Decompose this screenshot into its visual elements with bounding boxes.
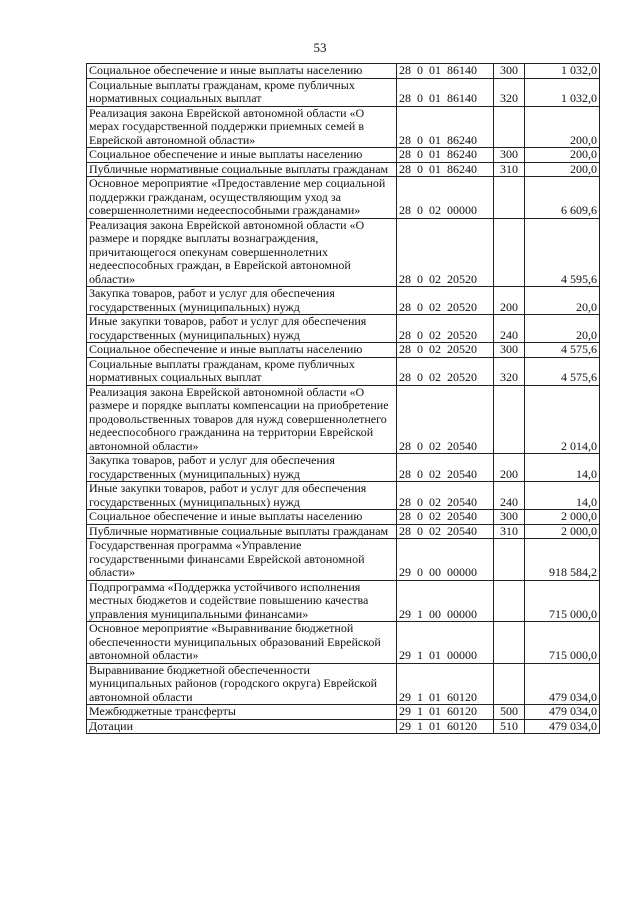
row-name-cell: Основное мероприятие «Предоставление мер социальной поддержки гражданам, осуществляющим уход за совершеннолетними недееспособными гражданами» bbox=[87, 177, 397, 219]
row-code-cell: 28 0 02 20540 bbox=[397, 482, 494, 510]
row-name-cell: Социальное обеспечение и иные выплаты населению bbox=[87, 343, 397, 358]
row-name-cell: Закупка товаров, работ и услуг для обеспечения государственных (муниципальных) нужд bbox=[87, 287, 397, 315]
row-sum-cell: 715 000,0 bbox=[525, 622, 600, 664]
row-expense-type-cell bbox=[494, 385, 525, 454]
row-sum-cell: 14,0 bbox=[525, 482, 600, 510]
row-sum-cell: 200,0 bbox=[525, 106, 600, 148]
row-sum-cell: 479 034,0 bbox=[525, 663, 600, 705]
table-row bbox=[87, 510, 600, 525]
row-sum-cell: 479 034,0 bbox=[525, 719, 600, 734]
row-code-cell: 28 0 01 86240 bbox=[397, 106, 494, 148]
table-row bbox=[87, 580, 600, 622]
row-code-cell: 28 0 01 86240 bbox=[397, 162, 494, 177]
row-expense-type-cell: 300 bbox=[494, 510, 525, 525]
row-expense-type-cell: 240 bbox=[494, 482, 525, 510]
row-expense-type-cell bbox=[494, 663, 525, 705]
row-sum-cell: 4 575,6 bbox=[525, 343, 600, 358]
row-sum-cell: 200,0 bbox=[525, 148, 600, 163]
row-code-cell: 28 0 02 20520 bbox=[397, 357, 494, 385]
row-name-cell: Иные закупки товаров, работ и услуг для обеспечения государственных (муниципальных) нужд bbox=[87, 315, 397, 343]
row-name-cell: Социальное обеспечение и иные выплаты населению bbox=[87, 148, 397, 163]
row-expense-type-cell: 310 bbox=[494, 162, 525, 177]
table-row bbox=[87, 343, 600, 358]
row-code-cell: 28 0 01 86140 bbox=[397, 78, 494, 106]
table-row bbox=[87, 218, 600, 287]
row-sum-cell: 918 584,2 bbox=[525, 539, 600, 581]
row-sum-cell: 20,0 bbox=[525, 315, 600, 343]
table-row bbox=[87, 454, 600, 482]
row-name-cell: Основное мероприятие «Выравнивание бюджетной обеспеченности муниципальных образований Еврейской автономной области» bbox=[87, 622, 397, 664]
row-sum-cell: 1 032,0 bbox=[525, 64, 600, 79]
row-name-cell: Иные закупки товаров, работ и услуг для обеспечения государственных (муниципальных) нужд bbox=[87, 482, 397, 510]
row-sum-cell: 6 609,6 bbox=[525, 177, 600, 219]
table-row bbox=[87, 385, 600, 454]
table-row bbox=[87, 663, 600, 705]
row-code-cell: 28 0 02 20520 bbox=[397, 287, 494, 315]
row-expense-type-cell bbox=[494, 218, 525, 287]
row-code-cell: 28 0 02 20540 bbox=[397, 454, 494, 482]
table-row bbox=[87, 78, 600, 106]
row-expense-type-cell: 200 bbox=[494, 454, 525, 482]
row-name-cell: Социальное обеспечение и иные выплаты населению bbox=[87, 510, 397, 525]
row-expense-type-cell bbox=[494, 177, 525, 219]
row-expense-type-cell: 320 bbox=[494, 78, 525, 106]
row-expense-type-cell bbox=[494, 106, 525, 148]
row-name-cell: Социальное обеспечение и иные выплаты населению bbox=[87, 64, 397, 79]
row-sum-cell: 4 575,6 bbox=[525, 357, 600, 385]
row-name-cell: Закупка товаров, работ и услуг для обеспечения государственных (муниципальных) нужд bbox=[87, 454, 397, 482]
row-sum-cell: 2 000,0 bbox=[525, 510, 600, 525]
table-row bbox=[87, 315, 600, 343]
page-number: 53 bbox=[313, 40, 327, 55]
budget-table bbox=[86, 63, 600, 734]
table-row bbox=[87, 357, 600, 385]
row-name-cell: Межбюджетные трансферты bbox=[87, 705, 397, 720]
table-row bbox=[87, 162, 600, 177]
row-sum-cell: 4 595,6 bbox=[525, 218, 600, 287]
row-name-cell: Дотации bbox=[87, 719, 397, 734]
row-expense-type-cell bbox=[494, 580, 525, 622]
row-code-cell: 28 0 02 20540 bbox=[397, 385, 494, 454]
row-sum-cell: 2 014,0 bbox=[525, 385, 600, 454]
row-name-cell: Государственная программа «Управление государственными финансами Еврейской автономной области» bbox=[87, 539, 397, 581]
row-name-cell: Реализация закона Еврейской автономной области «О размере и порядке выплаты компенсации на приобретение продовольственных товаров для нужд совершеннолетнего недееспособного гражданина на территории Еврейской автономной области» bbox=[87, 385, 397, 454]
row-code-cell: 29 1 01 60120 bbox=[397, 663, 494, 705]
table-row bbox=[87, 719, 600, 734]
row-code-cell: 28 0 02 20540 bbox=[397, 524, 494, 539]
row-name-cell: Подпрограмма «Поддержка устойчивого исполнения местных бюджетов и содействие повышению качества управления муниципальными финансами» bbox=[87, 580, 397, 622]
row-code-cell: 28 0 02 20520 bbox=[397, 218, 494, 287]
row-sum-cell: 715 000,0 bbox=[525, 580, 600, 622]
row-code-cell: 29 0 00 00000 bbox=[397, 539, 494, 581]
row-sum-cell: 479 034,0 bbox=[525, 705, 600, 720]
row-expense-type-cell: 500 bbox=[494, 705, 525, 720]
table-row bbox=[87, 148, 600, 163]
row-expense-type-cell: 320 bbox=[494, 357, 525, 385]
row-expense-type-cell: 240 bbox=[494, 315, 525, 343]
row-name-cell: Реализация закона Еврейской автономной области «О мерах государственной поддержки приемных семей в Еврейской автономной области» bbox=[87, 106, 397, 148]
row-code-cell: 29 1 00 00000 bbox=[397, 580, 494, 622]
row-sum-cell: 14,0 bbox=[525, 454, 600, 482]
row-name-cell: Публичные нормативные социальные выплаты гражданам bbox=[87, 162, 397, 177]
row-expense-type-cell: 510 bbox=[494, 719, 525, 734]
table-row bbox=[87, 482, 600, 510]
row-name-cell: Социальные выплаты гражданам, кроме публичных нормативных социальных выплат bbox=[87, 78, 397, 106]
row-name-cell: Публичные нормативные социальные выплаты гражданам bbox=[87, 524, 397, 539]
row-expense-type-cell: 200 bbox=[494, 287, 525, 315]
row-code-cell: 29 1 01 60120 bbox=[397, 719, 494, 734]
row-code-cell: 28 0 02 20520 bbox=[397, 315, 494, 343]
row-name-cell: Реализация закона Еврейской автономной области «О размере и порядке выплаты вознаграждения, причитающегося опекунам совершеннолетних недееспособных граждан, в Еврейской автономной области» bbox=[87, 218, 397, 287]
row-name-cell: Выравнивание бюджетной обеспеченности муниципальных районов (городского округа) Еврейской автономной области bbox=[87, 663, 397, 705]
row-expense-type-cell bbox=[494, 539, 525, 581]
row-expense-type-cell bbox=[494, 622, 525, 664]
row-code-cell: 28 0 02 00000 bbox=[397, 177, 494, 219]
table-row bbox=[87, 177, 600, 219]
row-sum-cell: 20,0 bbox=[525, 287, 600, 315]
table-row bbox=[87, 287, 600, 315]
table-row bbox=[87, 524, 600, 539]
row-code-cell: 28 0 01 86240 bbox=[397, 148, 494, 163]
budget-table-body bbox=[87, 64, 600, 734]
row-code-cell: 28 0 02 20540 bbox=[397, 510, 494, 525]
table-row bbox=[87, 539, 600, 581]
row-code-cell: 28 0 01 86140 bbox=[397, 64, 494, 79]
row-code-cell: 29 1 01 60120 bbox=[397, 705, 494, 720]
row-sum-cell: 1 032,0 bbox=[525, 78, 600, 106]
row-code-cell: 28 0 02 20520 bbox=[397, 343, 494, 358]
row-code-cell: 29 1 01 00000 bbox=[397, 622, 494, 664]
row-name-cell: Социальные выплаты гражданам, кроме публичных нормативных социальных выплат bbox=[87, 357, 397, 385]
table-row bbox=[87, 622, 600, 664]
table-row bbox=[87, 64, 600, 79]
row-sum-cell: 2 000,0 bbox=[525, 524, 600, 539]
row-sum-cell: 200,0 bbox=[525, 162, 600, 177]
table-row bbox=[87, 106, 600, 148]
row-expense-type-cell: 300 bbox=[494, 343, 525, 358]
table-row bbox=[87, 705, 600, 720]
row-expense-type-cell: 300 bbox=[494, 148, 525, 163]
row-expense-type-cell: 300 bbox=[494, 64, 525, 79]
row-expense-type-cell: 310 bbox=[494, 524, 525, 539]
